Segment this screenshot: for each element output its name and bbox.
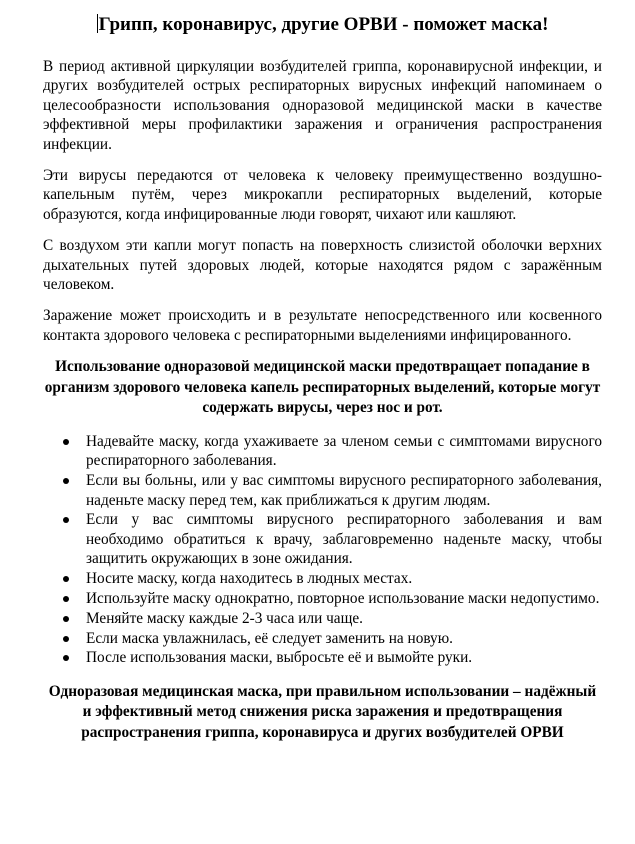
list-item (86, 589, 602, 609)
list-item (86, 609, 602, 629)
bullet-icon (63, 655, 69, 661)
list-item-text: Если у вас симптомы вирусного респираторного заболевания и вам необходимо обратиться к врачу, заблаговременно наденьте маску, чтобы защитить окружающих в зоне ожидания. (86, 511, 602, 568)
list-item-text: Меняйте маску каждые 2-3 часа или чаще. (86, 609, 363, 627)
list-item (86, 432, 602, 471)
text-cursor (97, 14, 98, 33)
list-item (86, 471, 602, 510)
list-item-text: Если вы больны, или у вас симптомы вирусного респираторного заболевания, наденьте маску перед тем, как приближаться к другим людям. (86, 472, 602, 509)
bullet-icon (63, 636, 69, 642)
bullet-icon (63, 478, 69, 484)
highlight-statement: Использование одноразовой медицинской маски предотвращает попадание в организм здорового человека капель респираторных выделений, которые могут содержать вирусы, через нос и рот. (44, 358, 601, 417)
paragraph-transmission: Эти вирусы передаются от человека к человеку преимущественно воздушно-капельным путём, через микрокапли респираторных выделений, которые образуются, когда инфицированные люди говорят, чихают или кашляют. (43, 167, 602, 223)
bullet-icon (63, 576, 69, 582)
bullet-icon (63, 439, 69, 445)
tips-list (43, 432, 602, 668)
list-item-text: Используйте маску однократно, повторное использование маски недопустимо. (86, 589, 600, 607)
paragraph-droplets: С воздухом эти капли могут попасть на поверхность слизистой оболочки верхних дыхательных путей здоровых людей, которые находятся рядом с заражённым человеком. (43, 237, 602, 294)
document-title-text: Грипп, коронавирус, другие ОРВИ - поможет маска! (98, 14, 549, 35)
list-item-text: Носите маску, когда находитесь в людных местах. (86, 570, 413, 588)
list-item (86, 569, 602, 589)
list-item (86, 629, 602, 649)
list-item-text: Надевайте маску, когда ухаживаете за членом семьи с симптомами вирусного респираторного заболевания. (86, 432, 602, 470)
bullet-icon (63, 596, 69, 602)
paragraph-contact: Заражение может происходить и в результате непосредственного или косвенного контакта здорового человека с респираторными выделениями инфицированного. (43, 307, 602, 344)
list-item (86, 510, 602, 569)
list-item (86, 648, 602, 668)
list-item-text: После использования маски, выбросьте её и вымойте руки. (86, 649, 473, 667)
bullet-icon (63, 616, 69, 622)
bullet-icon (63, 517, 69, 523)
document-title (43, 14, 602, 36)
paragraph-circulation: В период активной циркуляции возбудителей гриппа, коронавирусной инфекции, и других возбудителей острых респираторных вирусных инфекций напоминаем о целесообразности использования одноразовой медицинской маски в качестве эффективной меры профилактики заражения и ограничения распространения инфекции. (43, 58, 602, 153)
conclusion-statement: Одноразовая медицинская маска, при правильном использовании – надёжный и эффективный метод снижения риска заражения и предотвращения распространения гриппа, коронавируса и других возбудителей ОРВИ (48, 682, 597, 741)
list-item-text: Если маска увлажнилась, её следует заменить на новую. (86, 629, 453, 647)
